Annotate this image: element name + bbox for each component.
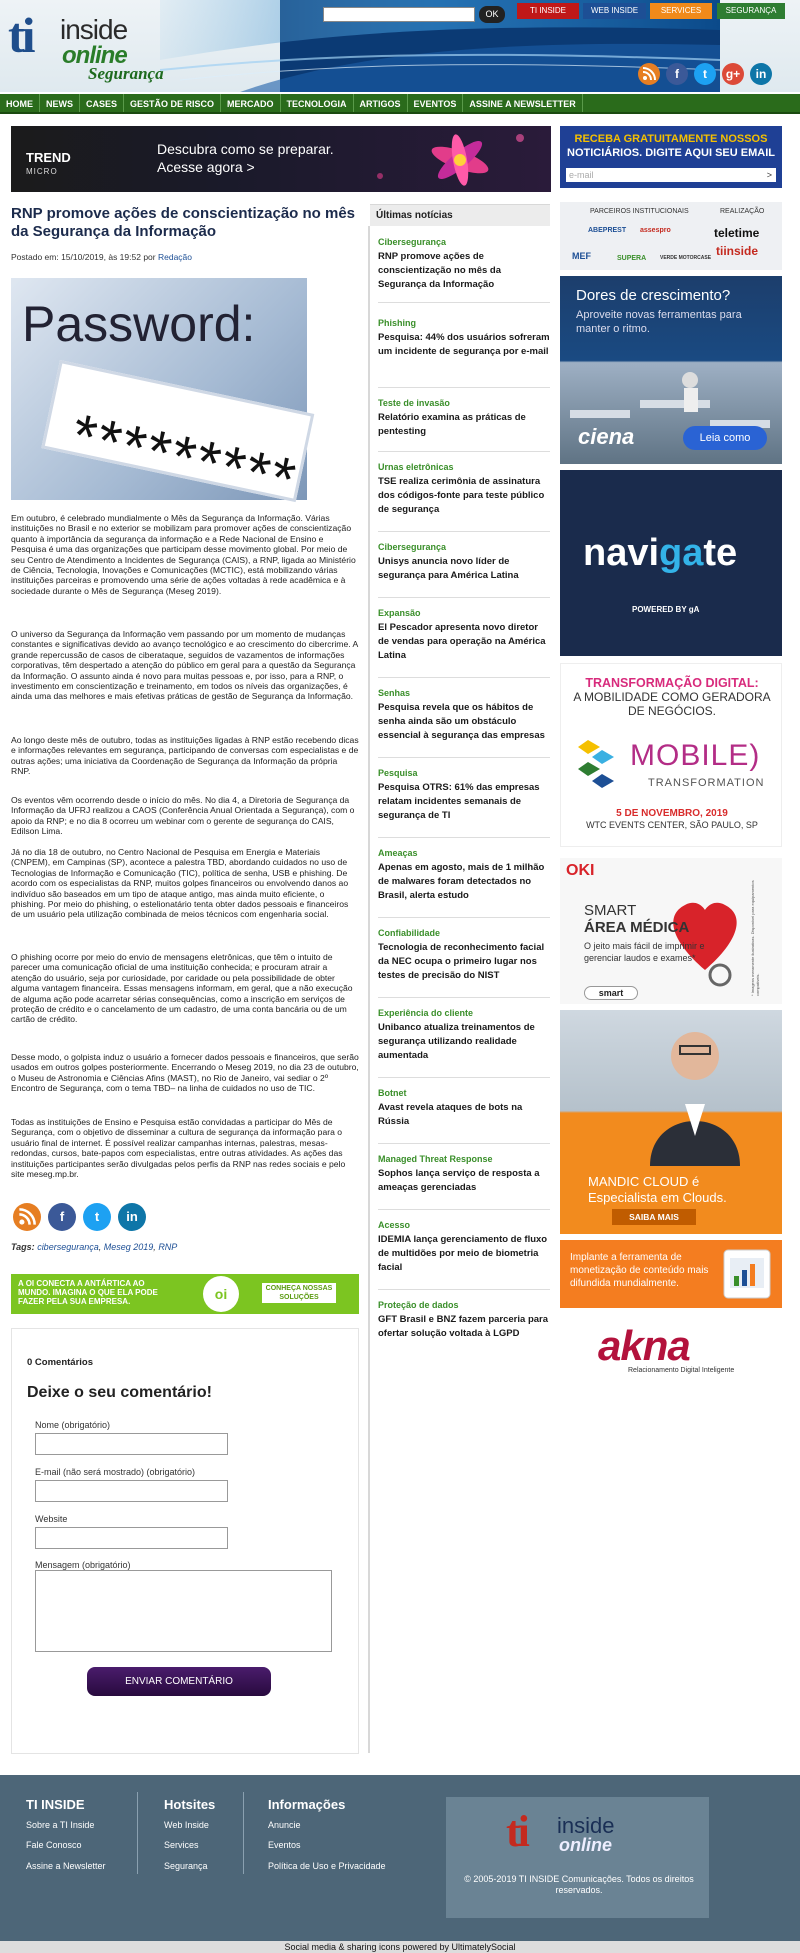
latest-news-item[interactable] [378,928,550,998]
oki-title-bold: ÁREA MÉDICA [584,919,690,936]
latest-news-category[interactable]: Ameaças [378,848,418,858]
footer-link[interactable]: Anuncie [268,1820,301,1830]
article-paragraph: Já no dia 18 de outubro, no Centro Nacional de Pesquisa em Energia e Materiais (CNPEM), em Campinas (SP), acontece a palestra TBD, abordando cuidados no uso de Tecnologias de Informação e Comunicação (TIC), política de senha, USB e phishing. De acordo com os especialistas da RNP, muitos golpes financeiros ou envolvendo danos ao indivíduo são baseados em um tipo de ataque antigo, mas ainda muito eficiente, o phishing. Por meio do phishing, o estelionatário tenta obter dados pessoais e financeiros de um usuário pela utilização combinada de meios técnicos com engenharia social. [11,847,349,920]
latest-news-title[interactable]: GFT Brasil e BNZ fazem parceria para ofertar solução voltada à LGPD [378,1314,549,1339]
googleplus-icon[interactable]: g+ [722,63,744,85]
teletime-logo[interactable]: teletime [714,226,760,240]
latest-news-item[interactable] [378,848,550,918]
oki-title: SMART [584,902,637,919]
mobile-subtitle: A MOBILIDADE COMO GERADORA DE NEGÓCIOS. [573,690,771,718]
nav-artigos[interactable]: ARTIGOS [354,94,408,112]
nav-gestao-de-risco[interactable]: GESTÃO DE RISCO [124,94,221,112]
partners-label: PARCEIROS INSTITUCIONAIS [590,208,689,215]
logo-ti[interactable]: ti [8,7,33,63]
latest-news-category[interactable]: Acesso [378,1220,411,1230]
partner-logo[interactable]: MEF [572,251,591,261]
name-label: Nome (obrigatório) [35,1420,111,1430]
share-rss-glyph [13,1203,41,1231]
nav-mercado[interactable]: MERCADO [221,94,281,112]
nav-newsletter[interactable]: ASSINE A NEWSLETTER [463,94,582,112]
latest-news-category[interactable]: Pesquisa [378,768,418,778]
comment-count: 0 Comentários [27,1357,93,1368]
latest-news-item[interactable] [378,1008,550,1078]
latest-news-category[interactable]: Senhas [378,688,411,698]
email-label: E-mail (não será mostrado) (obrigatório) [35,1467,196,1477]
footer-logo-ti: ti [506,1807,527,1856]
latest-news-title[interactable]: TSE realiza cerimônia de assinatura dos códigos-fonte para teste público de segurança [378,476,545,515]
latest-news-title[interactable]: Pesquisa: 44% dos usuários sofreram um incidente de segurança por e-mail [378,332,550,357]
main-nav [0,94,800,114]
latest-news-title[interactable]: IDEMIA lança gerenciamento de fluxo de multidões por meio de biometria facial [378,1234,548,1273]
name-input[interactable] [35,1433,228,1455]
twitter-icon[interactable]: t [694,63,716,85]
ciena-title: Dores de crescimento? [576,287,731,304]
mobile-logo-sub: TRANSFORMATION [648,777,765,789]
latest-news-item[interactable] [378,237,550,303]
latest-news-item[interactable] [378,318,550,388]
nav-news[interactable]: NEWS [40,94,80,112]
latest-news-title[interactable]: Sophos lança serviço de resposta a ameaças gerenciadas [378,1168,540,1193]
latest-news-category[interactable]: Expansão [378,608,421,618]
footer-link[interactable]: Services [164,1840,199,1850]
newsletter-subheading: NOTICIÁRIOS. DIGITE AQUI SEU EMAIL [567,147,775,159]
latest-news-category[interactable]: Teste de invasão [378,398,450,408]
oi-button[interactable]: CONHEÇA NOSSAS SOLUÇÕES [262,1283,336,1303]
trend-logo-sub: MICRO [26,167,58,176]
latest-news-item[interactable] [378,398,550,452]
article-posted: Postado em: 15/10/2019, às 19:52 por [11,252,156,262]
latest-news-title[interactable]: RNP promove ações de conscientização no mês da Segurança da Informação [378,251,502,290]
tiinside-logo[interactable]: tiinside [716,244,759,258]
password-word: Password: [22,296,256,352]
email-input[interactable] [35,1480,228,1502]
latest-news-title[interactable]: El Pescador apresenta novo diretor de vendas para operação na América Latina [378,622,546,661]
latest-news-category[interactable]: Urnas eletrônicas [378,462,454,472]
footer-col3-title: Informações [268,1797,346,1812]
footer-separator [137,1792,138,1874]
tag-link[interactable]: Meseg 2019 [103,1242,154,1252]
submit-comment-button[interactable]: ENVIAR COMENTÁRIO [87,1667,271,1696]
tablet-icon [718,1246,776,1302]
navigate-logo [583,532,737,575]
mobile-logo: MOBILE) [630,739,761,772]
mobile-date: 5 DE NOVEMBRO, 2019 [616,808,728,819]
tag-link[interactable]: cibersegurança [37,1242,99,1252]
realizacao-label: REALIZAÇÃO [720,208,765,215]
article-paragraph: Em outubro, é celebrado mundialmente o Mês da Segurança da Informação. Várias instituições no Brasil e no exterior se mobilizam para promover ações de conscientização quanto à importância da segurança da informação e a Rede Nacional de Ensino e Pesquisa é uma das organizações que participam desse movimento global. Por meio de seu Centro de Atendimento a Incidentes de Segurança (CAIS), a RNP, ligada ao Ministério de Ciência, Tecnologia, Inovações e Comunicações (MCTIC), está mobilizando várias instituições parceiras e promovendo uma série de ações voltadas à rede acadêmica e à sociedade durante o Mês de Segurança (Meseg 2019). [11,513,356,596]
oi-logo: oi [203,1276,239,1312]
oki-logo: OKI [566,862,595,879]
search-button[interactable]: OK [479,6,505,23]
mobile-cube-icon [578,740,624,790]
share-rss-icon[interactable] [13,1203,41,1231]
latest-news-category[interactable]: Experiência do cliente [378,1008,474,1018]
ciena-text: Aproveite novas ferramentas para manter o ritmo. [576,309,742,335]
newsletter-placeholder: e-mail [569,170,594,180]
oi-text: A OI CONECTA A ANTÁRTICA AO MUNDO. IMAGINA O QUE ELA PODE FAZER PELA SUA EMPRESA. [18,1279,158,1306]
trend-cta[interactable]: Acesse agora > [157,159,255,175]
latest-news-heading: Últimas notícias [370,204,550,226]
navigate-powered: POWERED BY gA [632,605,700,614]
footer-separator [243,1792,244,1874]
partner-logo[interactable]: SUPERA [617,255,647,262]
latest-news-rail [368,226,370,1753]
latest-news-title[interactable]: Relatório examina as práticas de pentesting [378,412,526,437]
footer-link[interactable]: Fale Conosco [26,1840,82,1850]
mandic-button[interactable]: SAIBA MAIS [612,1209,696,1225]
latest-news-title[interactable]: Unibanco atualiza treinamentos de segurança utilizando realidade aumentada [378,1022,535,1061]
mobile-title: TRANSFORMAÇÃO DIGITAL: [585,676,759,690]
powered-by: Social media & sharing icons powered by UltimatelySocial [0,1941,800,1953]
partner-logo[interactable]: VERDE MOTORCASE [660,255,712,261]
footer-col1-title: TI INSIDE [26,1797,85,1812]
article-paragraph: Ao longo deste mês de outubro, todas as instituições ligadas à RNP estão recebendo dicas e informações relevantes em segurança, participando de conversas com especialistas e de outras ações; uma iniciativa da Coordenação de Segurança da Informação da própria RNP. [11,735,359,777]
mobile-venue: WTC EVENTS CENTER, SÃO PAULO, SP [586,820,758,830]
search-input[interactable] [323,7,475,22]
logo-online[interactable]: online [62,42,127,69]
navigate-part: navi [583,532,660,574]
linkedin-icon[interactable]: in [750,63,772,85]
flower-decoration [340,126,540,192]
footer-link[interactable]: Web Inside [164,1820,209,1830]
navigate-part: te [703,532,738,574]
latest-news-title[interactable]: Pesquisa OTRS: 61% das empresas relatam incidentes semanais de segurança de TI [378,782,540,821]
latest-news-category[interactable]: Proteção de dados [378,1300,459,1310]
newsletter-submit-arrow[interactable]: > [766,170,772,180]
latest-news-category[interactable]: Cibersegurança [378,542,447,552]
article-tags: Tags: cibersegurança, Meseg 2019, RNP [11,1242,178,1252]
nav-cases[interactable]: CASES [80,94,124,112]
article-paragraph: Os eventos vêm ocorrendo desde o início do mês. No dia 4, a Diretoria de Segurança da Informação da UFRJ realizou a CAOS (Conferência Anual Orientada a Segurança), com o apoio da RNP; e no dia 8 ocorreu um webinar com o gerente de segurança do CAIS, Edilson Lima. [11,795,355,837]
latest-news-category[interactable]: Botnet [378,1088,407,1098]
latest-news-item[interactable] [378,1088,550,1144]
latest-news-category[interactable]: Managed Threat Response [378,1154,493,1164]
facebook-icon[interactable]: f [666,63,688,85]
navigate-part: ga [659,532,704,574]
ciena-button[interactable]: Leia como [683,426,767,450]
website-label: Website [35,1514,68,1524]
share-twitter-icon[interactable]: t [83,1203,111,1231]
latest-news-item[interactable] [378,768,550,838]
rss-icon[interactable] [638,63,660,85]
latest-news-category[interactable]: Confiabilidade [378,928,441,938]
newsletter-email-input[interactable] [566,168,776,182]
akna-tagline: Relacionamento Digital Inteligente [628,1367,735,1374]
message-label: Mensagem (obrigatório) [35,1560,131,1570]
oki-text: O jeito mais fácil de imprimir e gerenciar laudos e exames* [584,941,705,963]
partner-logo[interactable]: ABEPREST [588,227,627,234]
latest-news-item[interactable] [378,1220,550,1290]
footer-link[interactable]: Assine a Newsletter [26,1861,106,1871]
logo-section[interactable]: Segurança [88,64,164,83]
trend-logo: TREND [26,150,71,165]
toplink-ti-inside[interactable]: TI INSIDE [517,3,579,19]
nav-eventos[interactable]: EVENTOS [408,94,464,112]
footer-logo-inside: inside [557,1813,615,1838]
share-linkedin-icon[interactable]: in [118,1203,146,1231]
toplink-web-inside[interactable]: WEB INSIDE [583,3,646,19]
share-facebook-icon[interactable]: f [48,1203,76,1231]
comment-heading: Deixe o seu comentário! [27,1384,212,1401]
share-bar [13,1203,146,1231]
toplink-services[interactable]: SERVICES [650,3,712,19]
latest-news-item[interactable] [378,688,550,758]
article-author[interactable]: Redação [157,252,193,262]
copyright: © 2005-2019 TI INSIDE Comunicações. Todos os direitos reservados. [464,1874,694,1895]
latest-news-title[interactable]: Avast revela ataques de bots na Rússia [378,1102,523,1127]
trend-headline: Descubra como se preparar. [157,141,334,157]
man-portrait-illustration [640,1016,750,1166]
latest-news-title[interactable]: Unisys anuncia novo líder de segurança para América Latina [378,556,519,581]
akna-logo[interactable]: akna [598,1322,690,1369]
partner-logo[interactable]: assespro [640,227,671,234]
latest-news-item[interactable] [378,1154,550,1210]
message-textarea[interactable] [35,1570,332,1652]
mandic-subtitle: Especialista em Clouds. [588,1190,727,1205]
latest-news-title[interactable]: Pesquisa revela que os hábitos de senha ainda são um obstáculo essencial à segurança das empresas [378,702,545,741]
article-paragraph: Desse modo, o golpista induz o usuário a fornecer dados pessoais e financeiros, que serão usados em outros golpes posteriormente. Encerrando o Meseg 2019, no dia 23 de outubro, o Museu de Astronomia e Ciências Afins (MAST), no Rio de Janeiro, vai sediar o 2º Encontro de Segurança, com o tema TBD– na linha de cuidados no uso de TIC. [11,1052,359,1094]
article-paragraph: O universo da Segurança da Informação vem passando por um momento de mudanças constantes e significativas devido ao avanço tecnológico e ao crescimento do cibercrime. A grande repercussão de casos de ciberataque, seguidos de vazamentos de informações corporativas, têm despertado a atenção do público em geral para a questão da Segurança da Informação. O assunto ainda é novo para muitas pessoas e, por isso, para a RNP, o investimento em conscientização e treinamento, em todos os níveis das organizações, é ainda uma das melhores e mais efetivas práticas de gestão de Segurança da Informação. [11,629,358,702]
mandic-title: MANDIC CLOUD é [588,1174,700,1189]
article-paragraph: O phishing ocorre por meio do envio de mensagens eletrônicas, que têm o intuito de parecer uma comunicação oficial de uma instituição conhecida; e procuram atrair a atenção do usuário, seja por curiosidade, por caridade ou pela possibilidade de obter alguma vantagem financeira. Essas mensagens informam, em geral, que a não execução de alguma ação pode acarretar sérias consequências, como a inscrição em serviços de proteção de crédito e o cancelamento de um cadastro, de uma conta bancária ou de um cartão de crédito. [11,952,353,1025]
footer-link[interactable]: Política de Uso e Privacidade [268,1861,386,1871]
footer-logo-online: online [559,1835,612,1855]
website-input[interactable] [35,1527,228,1549]
password-stars: ********* [65,400,303,514]
footer-link[interactable]: Eventos [268,1840,301,1850]
latest-news-item[interactable] [378,608,550,678]
tags-label: Tags: [11,1242,35,1252]
footer-link[interactable]: Segurança [164,1861,208,1871]
footer-link[interactable]: Sobre a TI Inside [26,1820,95,1830]
article-meta [11,252,192,262]
article-title: RNP promove ações de conscientização no mês da Segurança da Informação [11,205,356,240]
ciena-logo: ciena [578,424,635,449]
footer-col2-title: Hotsites [164,1797,216,1812]
article-paragraph: Todas as instituições de Ensino e Pesquisa estão convidadas a participar do Mês de Segurança, com o objetivo de disseminar a cultura de segurança da informação para o usuário final de internet. É possível realizar campanhas internas, palestras, mesas-redondas, cursos, bate-papos com especialistas, entre outras atividades. As ações das instituições participantes serão divulgadas pelos perfis da RNP nas redes sociais e pelo site meseg.mp.br. [11,1117,346,1180]
oki-disclaimer: * Imagens meramente ilustrativas. Disponível para equipamentos compatíveis. [750,880,760,996]
latest-news-title[interactable]: Tecnologia de reconhecimento facial da NEC ocupa o primeiro lugar nos testes de precisão do NIST [378,942,545,981]
tag-link[interactable]: RNP [158,1242,178,1252]
newsletter-heading: RECEBA GRATUITAMENTE NOSSOS [574,133,768,145]
latest-news-item[interactable] [378,542,550,598]
oki-smart-badge: smart [584,986,638,1000]
latest-news-category[interactable]: Cibersegurança [378,237,447,247]
latest-news-item[interactable] [378,1300,550,1348]
rss-glyph [638,63,660,85]
latest-news-item[interactable] [378,462,550,532]
latest-news-category[interactable]: Phishing [378,318,416,328]
logo-inside[interactable]: inside [60,14,128,45]
nav-tecnologia[interactable]: TECNOLOGIA [281,94,354,112]
toplink-seguranca[interactable]: SEGURANÇA [717,3,785,19]
latest-news-title[interactable]: Apenas em agosto, mais de 1 milhão de malwares foram detectados no Brasil, alerta estudo [378,862,545,901]
nav-home[interactable]: HOME [0,94,40,112]
monetization-text: Implante a ferramenta de monetização de conteúdo mais difundida mundialmente. [570,1252,709,1289]
